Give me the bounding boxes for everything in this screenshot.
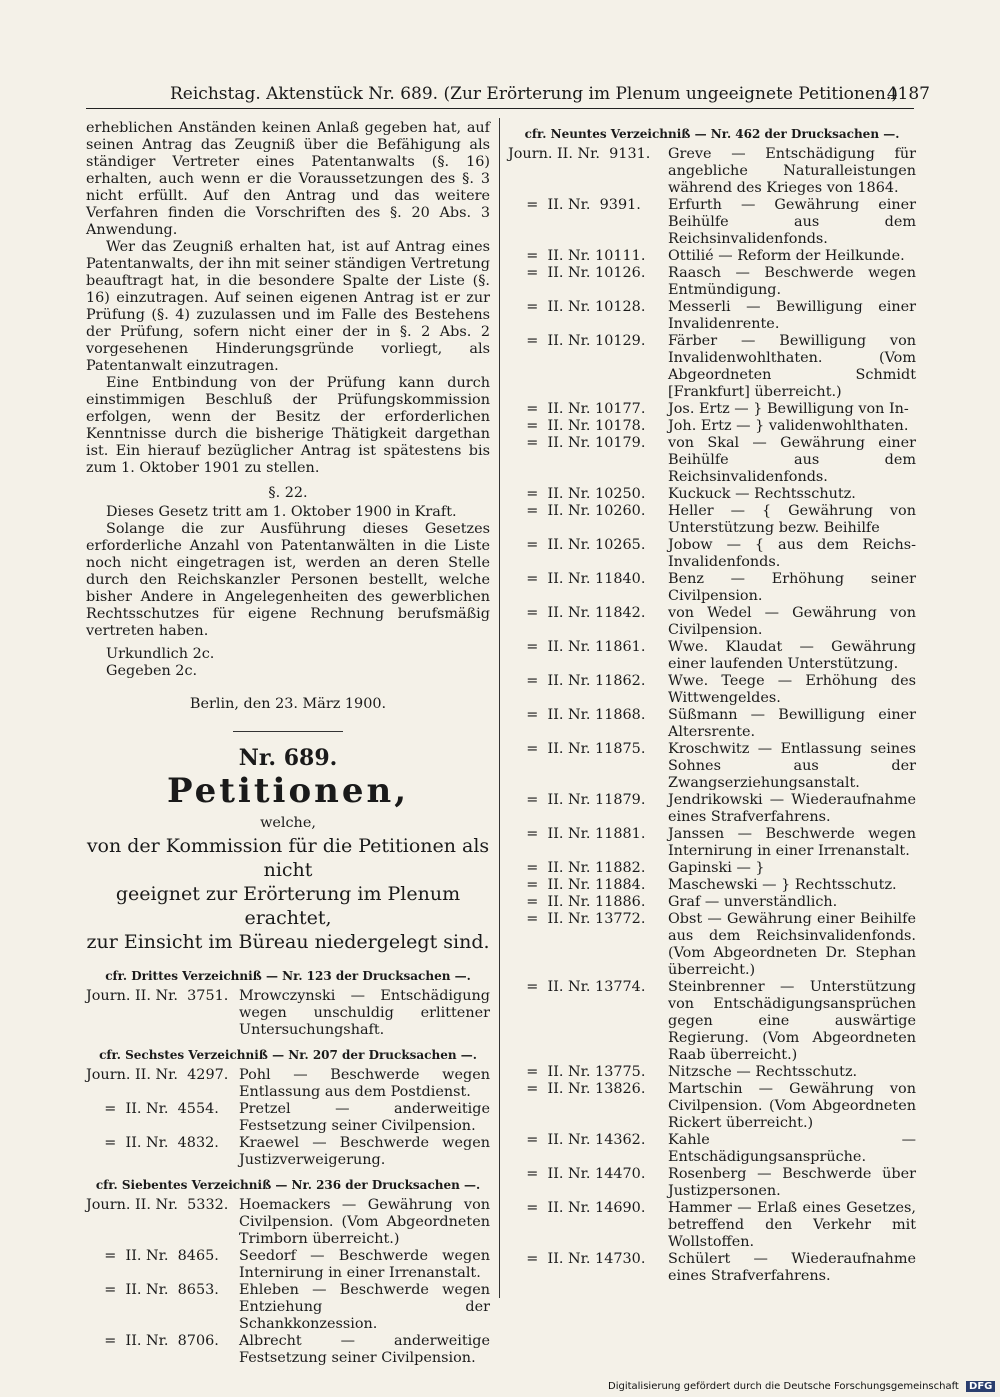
dfg-logo: DFG: [966, 1381, 995, 1392]
document-number: Nr. 689.: [238, 745, 338, 771]
list-item: [508, 571, 916, 605]
right-column: [508, 120, 916, 1285]
subtitle-line: von der Kommission für die Petitionen als nicht: [86, 835, 490, 881]
list-item: [86, 1067, 490, 1101]
petition-text: Wwe. Klaudat — Gewährung einer laufenden Unterstützung.: [668, 639, 916, 672]
signature-line: Gegeben 2c.: [106, 663, 198, 679]
petition-text: Kraewel — Beschwerde wegen Justizverweigerung.: [239, 1135, 490, 1168]
journal-number: = II. Nr. 10128.: [508, 299, 646, 315]
journal-number: Journ. II. Nr. 3751.: [86, 988, 229, 1004]
journal-number: Journ. II. Nr. 9131.: [508, 146, 651, 162]
journal-number: = II. Nr. 11879.: [508, 792, 646, 808]
petition-text: Kroschwitz — Entlassung seines Sohnes aus der Zwangserziehungsanstalt.: [668, 741, 916, 791]
petition-text: Messerli — Bewilligung einer Invalidenrente.: [668, 299, 916, 332]
journal-number: = II. Nr. 10126.: [508, 265, 646, 281]
paragraph: Eine Entbindung von der Prüfung kann durch einstimmigen Beschluß der Prüfungskommission erfolgen, wenn der Besitz der erforderlichen Kenntnisse durch die bisherige Thätigkeit dargethan ist. Ein hierauf bezüglicher Antrag ist spätestens bis zum 1. Oktober 1901 zu stellen.: [86, 375, 490, 476]
petition-text: Färber — Bewilligung von Invalidenwohlthaten. (Vom Abgeordneten Schmidt [Frankfurt] überreicht.): [668, 333, 916, 400]
petition-text: Rosenberg — Beschwerde über Justizpersonen.: [668, 1166, 916, 1199]
list-item: [508, 197, 916, 248]
petition-text: Hammer — Erlaß eines Gesetzes, betreffend den Verkehr mit Wollstoffen.: [668, 1200, 916, 1250]
list-item: [508, 401, 916, 418]
petition-text: Jos. Ertz — } Bewilligung von In-: [668, 401, 909, 417]
journal-number: = II. Nr. 14470.: [508, 1166, 646, 1182]
petition-text: Joh. Ertz — } validenwohlthaten.: [668, 418, 909, 434]
journal-number: = II. Nr. 8465.: [86, 1248, 219, 1264]
petition-text: von Skal — Gewährung einer Beihülfe aus dem Reichsinvalidenfonds.: [668, 435, 916, 485]
list-item: [508, 860, 916, 877]
list-item: [508, 146, 916, 197]
list-item: [508, 911, 916, 979]
petition-text: Greve — Entschädigung für angebliche Naturalleistungen während des Krieges von 1864.: [668, 146, 916, 196]
list-item: [508, 1166, 916, 1200]
petition-text: Mrowczynski — Entschädigung wegen unschuldig erlittener Untersuchungshaft.: [239, 988, 490, 1038]
petition-text: Ehleben — Beschwerde wegen Entziehung der Schankkonzession.: [239, 1282, 490, 1332]
petition-text: Obst — Gewährung einer Beihilfe aus dem Reichsinvalidenfonds. (Vom Abgeordneten Dr. Stephan überreicht.): [668, 911, 916, 978]
petition-text: Albrecht — anderweitige Festsetzung seiner Civilpension.: [239, 1333, 490, 1366]
petition-text: Jendrikowski — Wiederaufnahme eines Strafverfahrens.: [668, 792, 916, 825]
petition-text: Ottilié — Reform der Heilkunde.: [668, 248, 905, 264]
journal-number: = II. Nr. 14690.: [508, 1200, 646, 1216]
journal-number: = II. Nr. 10179.: [508, 435, 646, 451]
subtitle-line: geeignet zur Erörterung im Plenum erachtet,: [115, 883, 461, 929]
journal-number: = II. Nr. 10111.: [508, 248, 646, 264]
section-heading: §. 22.: [268, 485, 308, 501]
journal-number: = II. Nr. 10260.: [508, 503, 646, 519]
list-item: [86, 1197, 490, 1248]
journal-number: = II. Nr. 10265.: [508, 537, 646, 553]
petition-text: Martschin — Gewährung von Civilpension. (Vom Abgeordneten Rickert überreicht.): [668, 1081, 916, 1131]
list-item: [86, 1333, 490, 1367]
journal-number: = II. Nr. 11842.: [508, 605, 646, 621]
petition-text: Süßmann — Bewilligung einer Altersrente.: [668, 707, 916, 740]
journal-number: = II. Nr. 13826.: [508, 1081, 646, 1097]
petition-text: Pretzel — anderweitige Festsetzung seiner Civilpension.: [239, 1101, 490, 1134]
petition-text: Nitzsche — Rechtsschutz.: [668, 1064, 858, 1080]
journal-number: = II. Nr. 11884.: [508, 877, 646, 893]
journal-number: = II. Nr. 4832.: [86, 1135, 219, 1151]
journal-number: = II. Nr. 14730.: [508, 1251, 646, 1267]
journal-number: Journ. II. Nr. 5332.: [86, 1197, 229, 1213]
journal-number: = II. Nr. 4554.: [86, 1101, 219, 1117]
journal-number: = II. Nr. 11840.: [508, 571, 646, 587]
journal-number: = II. Nr. 11882.: [508, 860, 646, 876]
running-header: [170, 84, 930, 104]
paragraph: Dieses Gesetz tritt am 1. Oktober 1900 in Kraft.: [106, 504, 457, 520]
list-item: [508, 265, 916, 299]
list-item: [508, 418, 916, 435]
list-item: [508, 486, 916, 503]
left-column: [86, 120, 490, 1367]
list-item: [508, 1132, 916, 1166]
journal-number: = II. Nr. 13775.: [508, 1064, 646, 1080]
list-item: [508, 605, 916, 639]
footer-credit: [608, 1381, 995, 1392]
petition-text: Steinbrenner — Unterstützung von Entschädigungsansprüchen gegen eine auswärtige Regierung. (Vom Abgeordneten Raab überreicht.): [668, 979, 916, 1063]
separator-rule: [233, 731, 343, 732]
list-heading: cfr. Drittes Verzeichniß — Nr. 123 der Drucksachen —.: [105, 969, 471, 983]
journal-number: = II. Nr. 11862.: [508, 673, 646, 689]
journal-number: = II. Nr. 13772.: [508, 911, 646, 927]
list-item: [508, 877, 916, 894]
petition-text: Erfurth — Gewährung einer Beihülfe aus dem Reichsinvalidenfonds.: [668, 197, 916, 247]
petition-text: Schülert — Wiederaufnahme eines Strafverfahrens.: [668, 1251, 916, 1284]
journal-number: = II. Nr. 10178.: [508, 418, 646, 434]
subtitle-line: zur Einsicht im Büreau niedergelegt sind.: [86, 931, 490, 953]
journal-number: = II. Nr. 8653.: [86, 1282, 219, 1298]
petition-text: Maschewski — } Rechtsschutz.: [668, 877, 897, 893]
journal-number: = II. Nr. 10177.: [508, 401, 646, 417]
list-item: [508, 1064, 916, 1081]
petition-text: von Wedel — Gewährung von Civilpension.: [668, 605, 916, 638]
petition-text: Seedorf — Beschwerde wegen Internirung in einer Irrenanstalt.: [239, 1248, 490, 1281]
list-item: [508, 435, 916, 486]
list-item: [508, 537, 916, 571]
document-title: Petitionen,: [166, 771, 410, 811]
list-item: [508, 707, 916, 741]
journal-number: = II. Nr. 11886.: [508, 894, 646, 910]
journal-number: = II. Nr. 9391.: [508, 197, 641, 213]
list-heading: cfr. Siebentes Verzeichniß — Nr. 236 der Drucksachen —.: [95, 1178, 481, 1192]
petition-text: Wwe. Teege — Erhöhung des Wittwengeldes.: [668, 673, 916, 706]
list-item: [508, 894, 916, 911]
petition-text: Pohl — Beschwerde wegen Entlassung aus dem Postdienst.: [239, 1067, 490, 1100]
petition-list: [508, 146, 916, 1285]
list-item: [86, 1101, 490, 1135]
journal-number: = II. Nr. 13774.: [508, 979, 646, 995]
petition-text: Gapinski — }: [668, 860, 765, 876]
list-item: [508, 979, 916, 1064]
list-item: [86, 1135, 490, 1169]
list-item: [508, 639, 916, 673]
journal-number: Journ. II. Nr. 4297.: [86, 1067, 229, 1083]
petition-text: Kahle — Entschädigungsansprüche.: [668, 1132, 916, 1165]
paragraph: erheblichen Anständen keinen Anlaß gegeben hat, auf seinen Antrag das Zeugniß über die Befähigung als ständiger Vertreter eines Patentanwalts (§. 16) erhalten, auch wenn er die Voraussetzungen des §. 3 nicht erfüllt. Auf den Antrag und das weitere Verfahren finden die Vorschriften des §. 20 Abs. 3 Anwendung.: [86, 120, 490, 238]
journal-number: = II. Nr. 11868.: [508, 707, 646, 723]
petition-text: Benz — Erhöhung seiner Civilpension.: [668, 571, 916, 604]
signature-line: Urkundlich 2c.: [106, 646, 215, 662]
journal-number: = II. Nr. 11861.: [508, 639, 646, 655]
list-item: [508, 673, 916, 707]
journal-number: = II. Nr. 11875.: [508, 741, 646, 757]
petition-text: Graf — unverständlich.: [668, 894, 838, 910]
header-title: Reichstag. Aktenstück Nr. 689. (Zur Erörterung im Plenum ungeeignete Petitionen.): [170, 84, 898, 104]
list-item: [86, 1282, 490, 1333]
date-line: Berlin, den 23. März 1900.: [189, 696, 387, 712]
title-connector: welche,: [260, 815, 316, 831]
list-item: [508, 333, 916, 401]
list-item: [508, 741, 916, 792]
paragraph: Wer das Zeugniß erhalten hat, ist auf Antrag eines Patentanwalts, der ihn mit seiner ständigen Vertretung beauftragt hat, in die besondere Spalte der Liste (§. 16) einzutragen. Auf seinen eigenen Antrag ist er zur Prüfung (§. 4) zuzulassen und im Falle des Bestehens der Prüfung, sofern nicht einer der in §. 2 Abs. 2 vorgesehenen Hinderungsgründe vorliegt, als Patentanwalt einzutragen.: [86, 239, 490, 374]
journal-number: = II. Nr. 10250.: [508, 486, 646, 502]
list-item: [508, 1200, 916, 1251]
list-heading: cfr. Neuntes Verzeichniß — Nr. 462 der Drucksachen —.: [524, 127, 900, 141]
petition-text: Janssen — Beschwerde wegen Internirung in einer Irrenanstalt.: [668, 826, 916, 859]
list-item: [508, 826, 916, 860]
footer-text: Digitalisierung gefördert durch die Deutsche Forschungsgemeinschaft: [608, 1381, 959, 1392]
list-item: [86, 1248, 490, 1282]
petition-text: Kuckuck — Rechtsschutz.: [668, 486, 856, 502]
list-item: [508, 299, 916, 333]
petition-text: Jobow — { aus dem Reichs-Invalidenfonds.: [668, 537, 916, 570]
list-item: [508, 503, 916, 537]
list-item: [508, 1081, 916, 1132]
petition-text: Hoemackers — Gewährung von Civilpension. (Vom Abgeordneten Trimborn überreicht.): [239, 1197, 490, 1247]
list-item: [508, 1251, 916, 1285]
column-divider: [499, 118, 500, 1298]
petition-text: Raasch — Beschwerde wegen Entmündigung.: [668, 265, 916, 298]
journal-number: = II. Nr. 8706.: [86, 1333, 219, 1349]
list-heading: cfr. Sechstes Verzeichniß — Nr. 207 der Drucksachen —.: [99, 1048, 477, 1062]
list-item: [508, 792, 916, 826]
list-item: [86, 988, 490, 1039]
header-rule: [86, 108, 914, 109]
petition-text: Heller — { Gewährung von Unterstützung bezw. Beihilfe: [668, 503, 916, 536]
list-item: [508, 248, 916, 265]
journal-number: = II. Nr. 11881.: [508, 826, 646, 842]
journal-number: = II. Nr. 14362.: [508, 1132, 646, 1148]
paragraph: Solange die zur Ausführung dieses Gesetzes erforderliche Anzahl von Patentanwälten in die Liste noch nicht eingetragen ist, werden an deren Stelle durch den Reichskanzler Personen bestellt, welche bisher Andere in Angelegenheiten des gewerblichen Rechtsschutzes für eigene Rechnung berufsmäßig vertreten haben.: [86, 521, 490, 639]
journal-number: = II. Nr. 10129.: [508, 333, 646, 349]
page-number: 4187: [886, 84, 930, 104]
